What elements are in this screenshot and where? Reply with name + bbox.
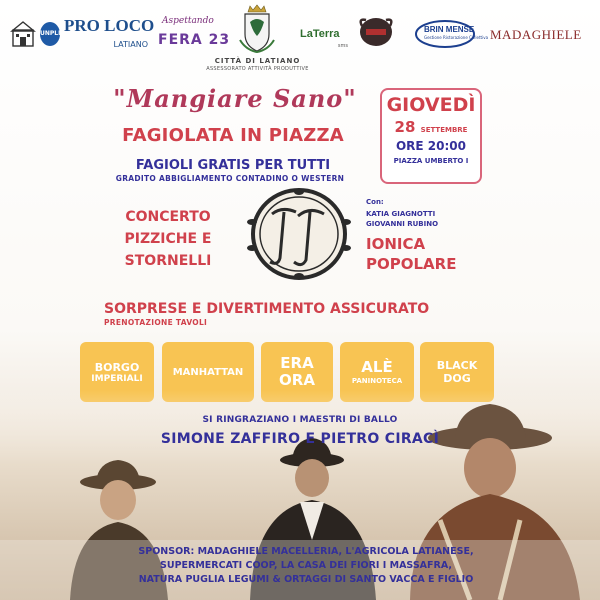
venue-subname: ORA	[279, 371, 315, 389]
event-tagline: "Mangiare Sano"	[113, 84, 357, 113]
performers-block	[366, 198, 486, 274]
with-label: Con:	[366, 198, 384, 206]
band-line-2: POPOLARE	[366, 255, 457, 273]
event-subtitle: FAGIOLI GRATIS PER TUTTI	[135, 158, 331, 173]
laterra-suffix: sms	[337, 43, 348, 49]
performer-name: KATIA GIAGNOTTI	[366, 210, 436, 218]
dress-code-note: GRADITO ABBIGLIAMENTO CONTADINO O WESTERN	[115, 174, 345, 183]
venue-name: BORGO	[94, 360, 140, 374]
concert-line-2: PIZZICHE E	[124, 231, 212, 247]
venue-subname: IMPERIALI	[91, 373, 143, 384]
proloco-town: LATIANO	[113, 40, 148, 49]
brin-mense-text: BRIN MENSE	[424, 25, 475, 34]
brin-mense-subtitle: Gestione Ristorazione Collettiva	[424, 35, 489, 40]
venue-name: ALÈ	[361, 358, 393, 376]
sponsors-line-3: NATURA PUGLIA LEGUMI & ORTAGGI DI SANTO VACCA E FIGLIO	[138, 574, 474, 585]
band-name	[366, 234, 486, 274]
date-box	[380, 88, 482, 184]
proloco-logo-text: PRO LOCO	[64, 16, 155, 35]
surprise-banner: SORPRESE E DIVERTIMENTO ASSICURATO	[104, 301, 430, 317]
venue-name: ERA	[280, 354, 314, 372]
event-day-number: 28	[394, 118, 416, 136]
sponsor-logo-strip	[0, 0, 600, 80]
concert-line-1: CONCERTO	[125, 209, 211, 225]
sponsors-text	[100, 545, 512, 587]
coat-of-arms-icon	[236, 4, 278, 54]
city-label	[205, 57, 310, 72]
laterra-text: LaTerra	[300, 28, 340, 40]
venue-name: BLACK	[436, 359, 478, 372]
performer-name: GIOVANNI RUBINO	[366, 220, 439, 228]
event-date	[382, 118, 480, 136]
dance-masters: SIMONE ZAFFIRO E PIETRO CIRACÌ	[160, 431, 440, 447]
venue-name: MANHATTAN	[172, 366, 244, 378]
event-time: ORE 20:00	[395, 139, 466, 153]
venue-subname: DOG	[443, 372, 471, 385]
concert-heading	[98, 206, 238, 272]
fera-tagline: Aspettando	[162, 16, 214, 26]
booking-note: PRENOTAZIONE TAVOLI	[104, 318, 208, 327]
band-line-1: IONICA	[366, 235, 426, 253]
proloco-logo	[64, 16, 155, 50]
sponsors-line-1: SPONSOR: MADAGHIELE MACELLERIA, L'AGRICOLA LATIANESE,	[138, 546, 474, 557]
sponsors-line-2: SUPERMERCATI COOP, LA CASA DEI FIORI I MASSAFRA,	[160, 560, 452, 571]
madaghiele-logo	[490, 24, 590, 44]
thanks-line: SI RINGRAZIANO I MAESTRI DI BALLO	[202, 415, 398, 425]
tambourine-logo-icon	[238, 186, 360, 282]
concert-line-3: STORNELLI	[124, 253, 212, 269]
brin-mense-logo	[414, 18, 489, 52]
city-name: CITTÀ DI LATIANO	[214, 57, 301, 65]
unpli-logo: UNPLI	[40, 22, 60, 46]
church-logo-icon	[10, 20, 36, 48]
fera-text: FERA 23	[158, 32, 231, 48]
bull-logo-icon	[356, 14, 396, 48]
event-month: SETTEMBRE	[420, 126, 468, 134]
fera-logo	[154, 16, 231, 56]
laterra-logo	[300, 26, 348, 50]
venue-subname: PANINOTECA	[351, 377, 403, 385]
event-day: GIOVEDÌ	[386, 94, 476, 116]
city-department: ASSESSORATO ATTIVITÀ PRODUTTIVE	[206, 66, 309, 72]
event-title: FAGIOLATA IN PIAZZA	[122, 125, 344, 146]
madaghiele-text: MADAGHIELE	[490, 27, 582, 42]
event-place: PIAZZA UMBERTO I	[393, 157, 469, 165]
